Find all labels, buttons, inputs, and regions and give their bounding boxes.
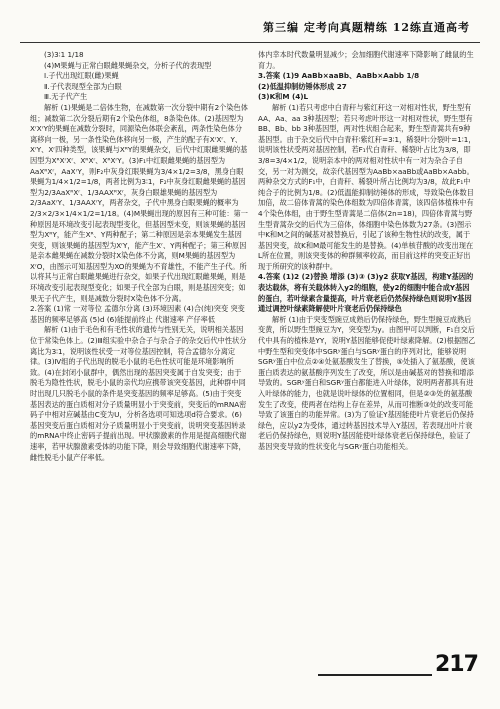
footer-bar: [318, 674, 432, 676]
paragraph: Ⅲ.无子代产生: [44, 92, 88, 102]
paragraph: Ⅱ.子代表现型全部为白眼: [44, 81, 122, 91]
paragraph: 4.答案 (1)2 (2)替换 增添 (3)③ (3)y2 获取Y基因，构建Y基因的表达载体，将有关载体转入y2的细胞，使y2的细胞中能合成Y基因的蛋白，若叶绿素含量提高，叶片衰老后仍然保持绿色则说明Y基因通过调控叶绿素降解使叶片衰老后仍保持绿色: [258, 272, 474, 314]
paragraph: 3.答案 (1)9 AaBb×aaBb、AaBb×Aabb 1/8: [258, 71, 420, 81]
page-number: 217: [435, 652, 478, 677]
left-column: [30, 50, 248, 463]
right-column: [258, 50, 476, 453]
header-rule: [20, 42, 480, 43]
paragraph: 2.答案 (1)常 一对等位 孟德尔分离 (3)环境因素 (4)合(纯)突变 突变基因的频率足够高 (5)d (6)能提前终止 代谢速率 产仔率低: [30, 304, 245, 324]
running-title: 第三编 定考向真题精练 12练直通高考: [263, 21, 470, 34]
paragraph: (3)K和M (4)L: [258, 92, 309, 102]
paragraph: 解析 (1)由于毛色和有毛性状的遗传与性别无关，说明相关基因位于常染色体上。(2)Ⅲ组实验中杂合子与杂合子的杂交后代中性状分离比为3∶1，说明该性状受一对等位基因控制，符合孟德尔分离定律。(3)Ⅳ组的子代出现的脱毛小鼠的毛色性状可能是环境影响所致。(4)在封闭小鼠群中，偶然出现的基因突变属于自发突变；由于脱毛为隐性性状，脱毛小鼠的亲代均应携带该突变基因，此种群中同时出现几只脱毛小鼠的条件是突变基因的频率足够高。(5)由于突变基因表达的蛋白质相对分子质量明显小于突变前，突变后的mRNA密码子中相对应碱基由C变为U，分析各选项可知选项d符合要求。(6)基因突变后蛋白质相对分子质量明显小于突变前，说明突变基因转录的mRNA中终止密码子提前出现。甲状腺激素的作用是提高细胞代谢速率，若甲状腺激素受体的功能下降，则会导致细胞代谢速率下降，雌性脱毛小鼠产仔率低。: [30, 325, 247, 462]
paragraph: 解析 (1)由于突变型豌豆成熟后仍保持绿色，野生型豌豆成熟后变黄，所以野生型豌豆为Y，突变型为y。由图甲可以判断，F₁自交后代中具有的植株是YY，说明Y基因能够促使叶绿素降解。(2)根据图乙中野生型和突变体中SGRʸ蛋白与SGRʸ蛋白的序列对比，能够说明SGRʸ蛋白中位点②④处氨基酸发生了替换，⑤处插入了氨基酸，使该蛋白质表达的氨基酸序列发生了改变，所以是由碱基对的替换和增添导致的。SGRʸ蛋白和SGRʸ蛋白都能进入叶绿体，说明两者都具有进入叶绿体的能力，也就是说叶绿体的位置相同，但是②③处的氨基酸发生了改变，使两者在结构上存在差异，从而可推断③处的改变可能导致了该蛋白的功能异常。(3)为了验证Y基因能使叶片衰老后仍保持绿色，应以y2为受体，通过转基因技术导入Y基因，若表现出叶片衰老后仍保持绿色，则说明Y基因能使叶绿体衰老后保持绿色，验证了基因突变导致的性状变化与SGRʸ蛋白功能相关。: [258, 314, 476, 451]
paragraph: (3)3∶1 1/18: [44, 50, 84, 59]
paragraph: (4)M果蝇与正常白眼雌果蝇杂交，分析子代的表现型: [44, 60, 212, 70]
paragraph: 体内幸本时代数量明显减少；会加细胞代谢速率下降影响了雌鼠的生育力。: [258, 50, 474, 70]
paragraph: (2)低温抑制纺锤体形成 27: [258, 81, 347, 91]
page-header: [0, 0, 500, 46]
paragraph: Ⅰ.子代出现红眼(雌)果蝇: [44, 71, 119, 81]
paragraph: 解析 (1)果蝇是二倍体生物，在减数第一次分裂中期有2个染色体组；减数第二次分裂后期有2个染色体组，8条染色体。(2)基因型为XʳXʳY的果蝇在减数分裂时，同源染色体联会紊乱，两条性染色体分离移向一极，另一条性染色体移向另一极，产生的配子有XʳXʳ、Y、XʳY、Xʳ四种类型，该果蝇与XᴿY的果蝇杂交，后代中红眼雌果蝇的基因型为XᴿXʳXʳ、XᴿXʳ、XᴿXʳY。(3)F₁中红眼雌果蝇的基因型为AaXᴿXʳ，AaXʳY，则F₂中灰身红眼果蝇为3/4×1/2=3/8，黑身白眼果蝇为1/4×1/2=1/8，两者比例为3∶1，F₂中灰身红眼雌果蝇的基因型为2/3AaXᴿXʳ、1/3AAXᴿXʳ，灰身白眼雄果蝇的基因型为2/3AaXʳY、1/3AAXʳY，两者杂交，子代中黑身白眼果蝇的概率为2/3×2/3×1/4×1/2=1/18。(4)M果蝇出现的原因有三种可能：第一种原因是环境改变引起表现型变化，但基因型未变，则该果蝇的基因型为XᴿY，能产生Xᴿ、Y两种配子；第二种原因是亲本果蝇发生基因突变，则该果蝇的基因型为XʳY，能产生Xʳ、Y两种配子；第三种原因是亲本雌果蝇在减数分裂时X染色体不分离，则M果蝇的基因型为XʳO，由图示可知基因型为XO的果蝇为不育雄性，不能产生子代。所以将其与正常白眼雌果蝇进行杂交，如果子代出现红眼雌果蝇，则是环境改变引起表现型变化；如果子代全部为白眼，则是基因突变；如果无子代产生，则是减数分裂时X染色体不分离。: [30, 102, 248, 303]
paragraph: 解析 (1)若只考虑中白青秆与紫红秆这一对相对性状，野生型有AA、Aa、aa 3种基因型；若只考虑叶形这一对相对性状，野生型有BB、Bb、bb 3种基因型，两对性状组合起来，野生型青蒿共有9种基因型。由于杂交后代中白青秆∶紫红秆=3∶1，稀裂叶∶分裂叶=1∶1，说明该性状受两对基因控制，若F₁代白青秆、稀裂叶占比为3/8，即3/8=3/4×1/2，说明亲本中的两对相对性状中有一对为杂合子自交，另一对为测交，故亲代基因型为AaBb×aaBb或AaBb×Aabb。两种杂交方式的F₁中，白青秆、稀裂叶所占比例均为3/8，故此F₁中纯合子的比例为1/8。(2)低温能抑制纺锤体的形成，导致染色体数目加倍，故二倍体青蒿的染色体组数为四倍体青蒿，该四倍体植株中有4个染色体组，由于野生型青蒿是二倍体(2n=18)，四倍体青蒿与野生型青蒿杂交的后代为三倍体，体细胞中染色体数为27条。(3)图示中K和M之间的碱基对被替换后，引起了该种生物性状的改变，属于基因突变，故K和M最可能发生的是替换。(4)单核苷酸的改变出现在L所在位置，则该突变体的种群频率较高，而目前这样的突变正好出现于所研究的该种群中。: [258, 102, 476, 271]
